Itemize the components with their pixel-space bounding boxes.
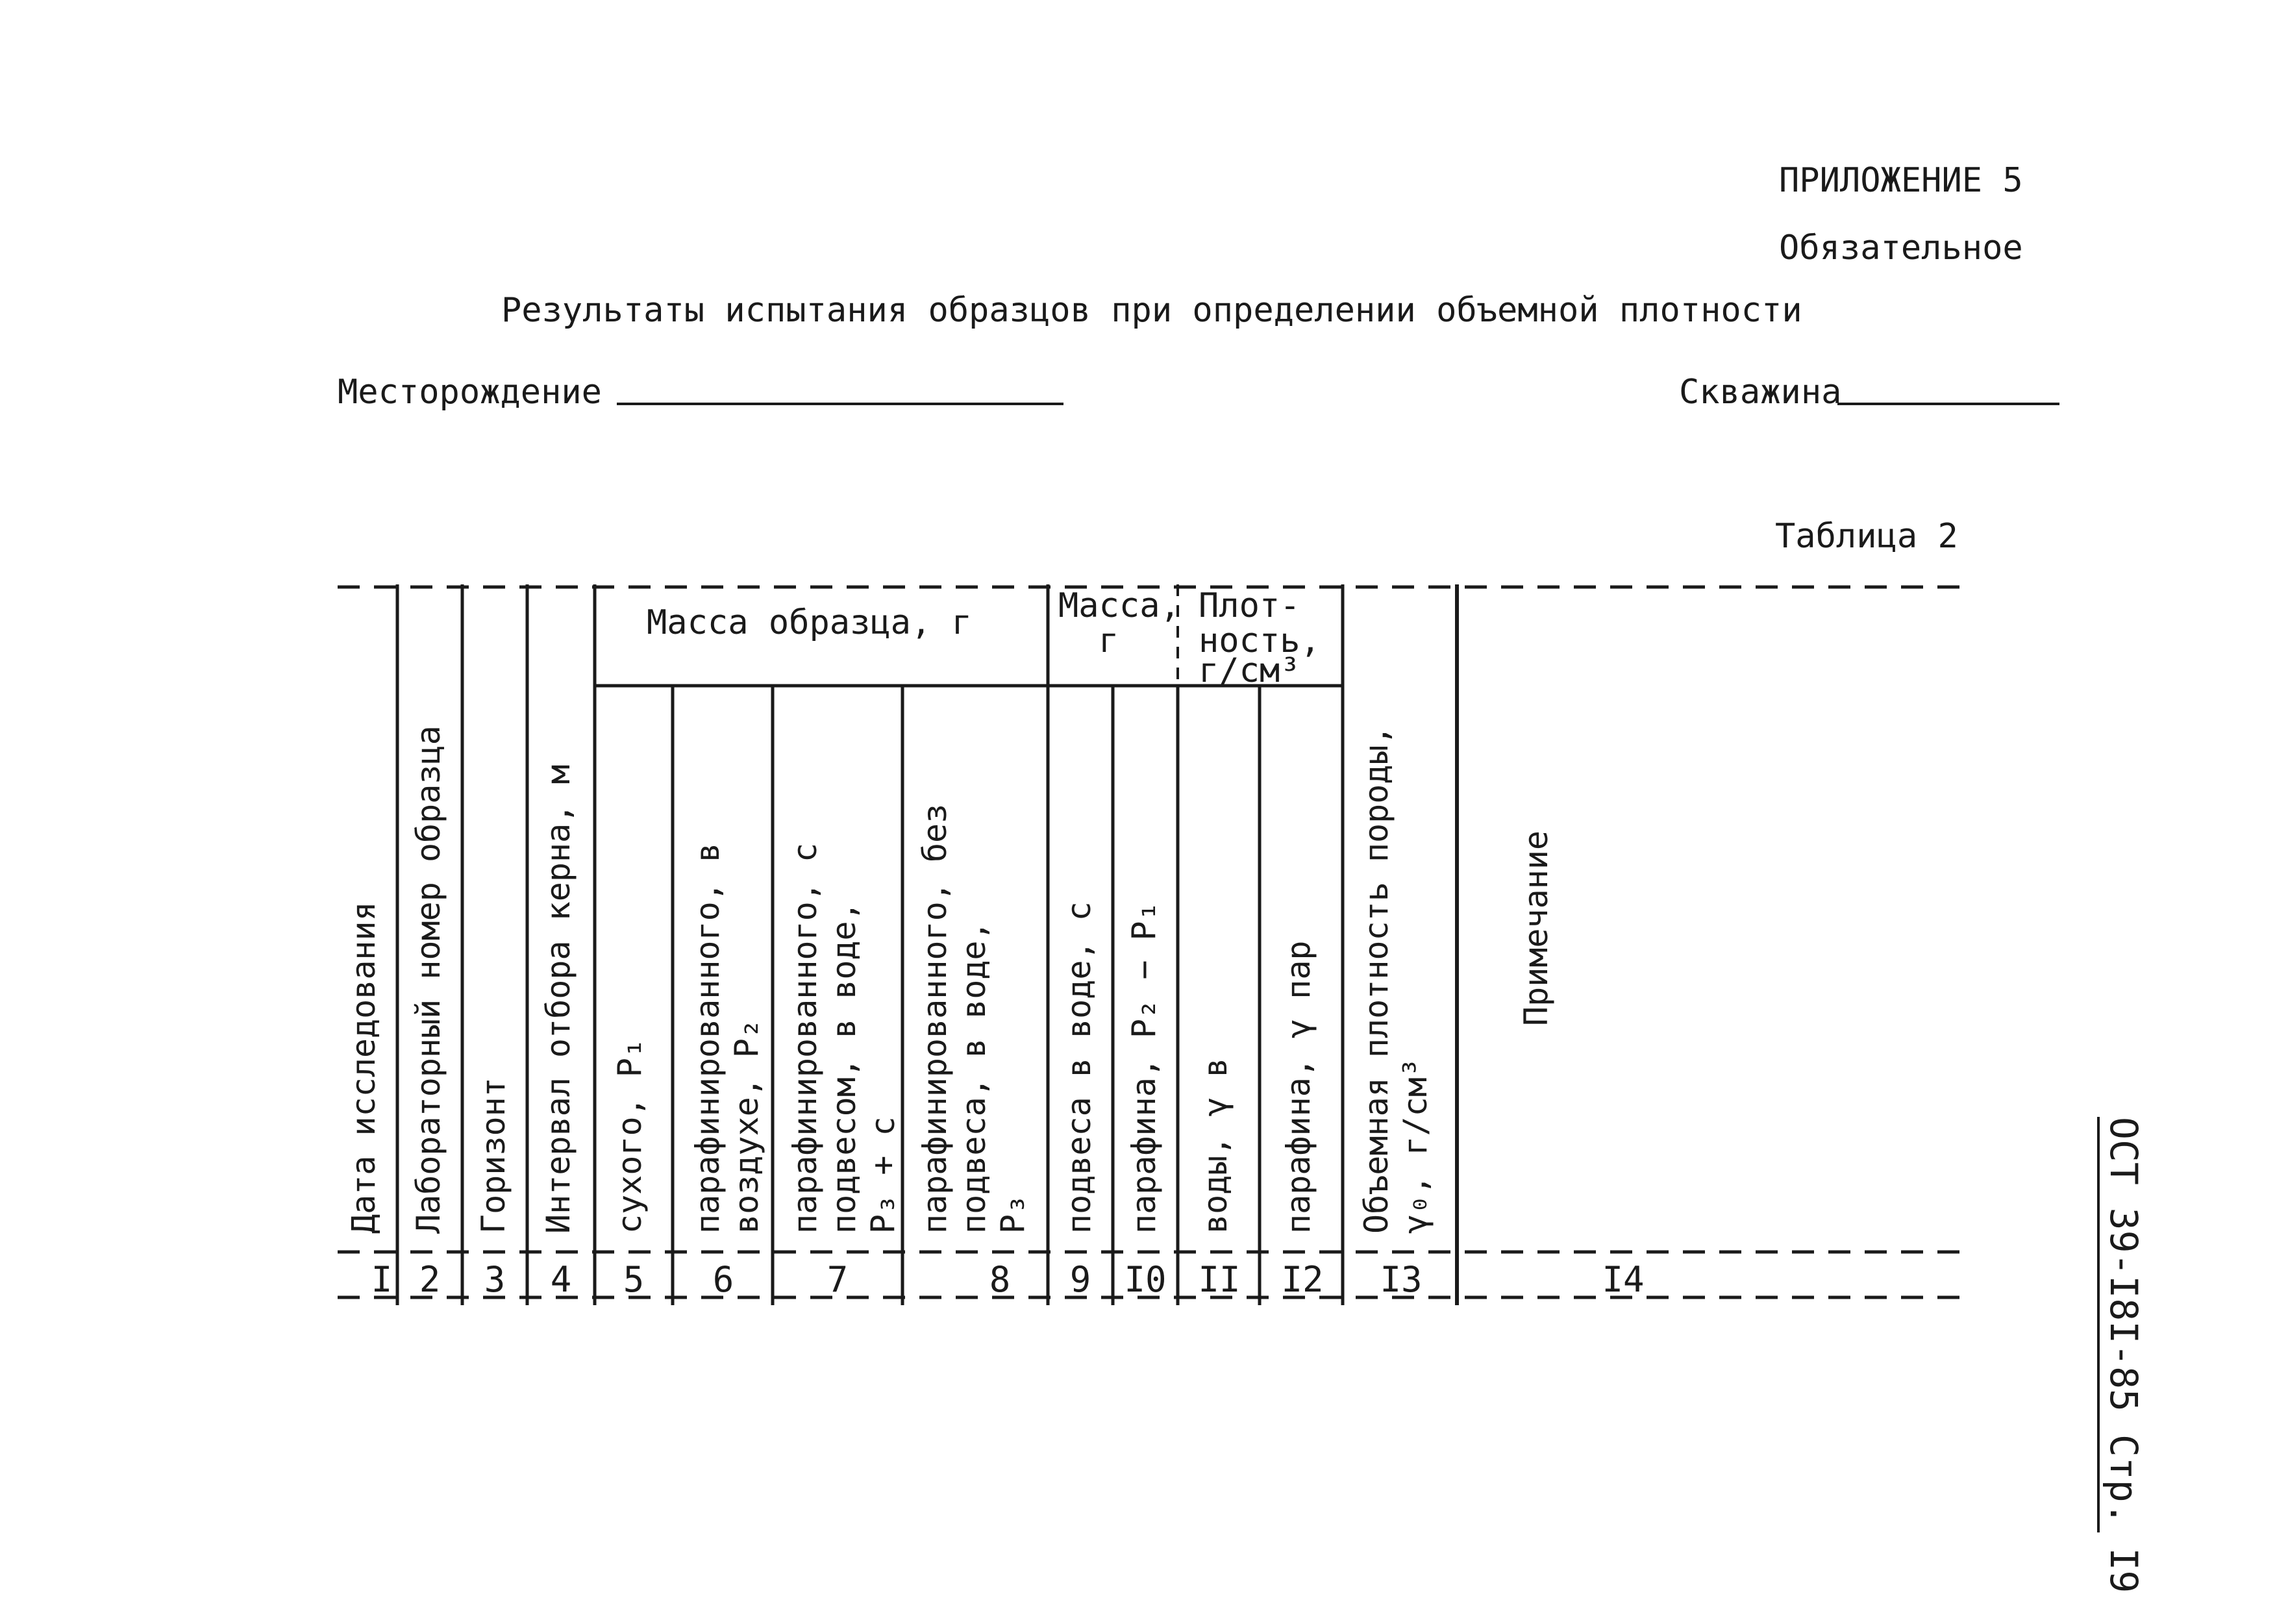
standard-page-stamp: ОСТ 39-I8I-85 Стр. I9	[2102, 1117, 2146, 1593]
col-11-header: воды, γ в	[1197, 1058, 1234, 1234]
col-6-number: 6	[712, 1259, 734, 1300]
col-8-number: 8	[989, 1259, 1011, 1300]
deposit-label: Месторождение	[338, 373, 602, 412]
status-label: Обязательное	[1779, 229, 2023, 268]
group-density-line1: Плот-	[1199, 586, 1300, 625]
col-2-number: 2	[419, 1259, 441, 1300]
col-6-header: парафинированного, в воздухе, P₂	[689, 842, 765, 1234]
col-14-number: I4	[1602, 1259, 1645, 1300]
well-label: Скважина	[1679, 373, 1842, 412]
col-14-header: Примечание	[1517, 830, 1555, 1026]
col-13-number: I3	[1380, 1259, 1423, 1300]
col-3-header: Горизонт	[475, 1077, 512, 1234]
col-10-number: I0	[1124, 1259, 1167, 1300]
col-2-header: Лабораторный номер образца	[410, 725, 447, 1234]
col-10-header: парафина, P₂ − P₁	[1125, 901, 1163, 1234]
col-9-number: 9	[1069, 1259, 1091, 1300]
col-7-header: парафинированного, с подвесом, в воде, P₃ + с	[786, 842, 902, 1234]
col-3-number: 3	[484, 1259, 506, 1300]
col-5-header: сухого, P₁	[611, 1038, 649, 1234]
appendix-label: ПРИЛОЖЕНИЕ 5	[1779, 161, 2023, 200]
col-9-header: подвеса в воде, с	[1060, 901, 1098, 1234]
col-12-number: I2	[1281, 1259, 1324, 1300]
document-title: Результаты испытания образцов при определении объемной плотности	[501, 291, 1802, 330]
group-mass2-line1: Масса,	[1058, 586, 1180, 625]
col-4-header: Интервал отбора керна, м	[540, 764, 577, 1234]
col-13-header: Объемная плотность породы, γ₀, г/см³	[1358, 725, 1434, 1234]
group-density-line2: ность,	[1199, 621, 1321, 660]
col-8-header: парафинированного, без подвеса, в воде, P₃	[916, 803, 1032, 1234]
group-mass2-line2: г	[1099, 621, 1119, 660]
col-4-number: 4	[550, 1259, 572, 1300]
col-5-number: 5	[623, 1259, 645, 1300]
col-1-number: I	[371, 1259, 393, 1300]
table-caption: Таблица 2	[1775, 517, 1958, 556]
col-1-header: Дата исследования	[345, 901, 382, 1234]
col-11-number: II	[1198, 1259, 1241, 1300]
group-mass-header: Масса образца, г	[647, 603, 972, 642]
group-density-line3: г/см³	[1199, 651, 1300, 690]
col-12-header: парафина, γ пар	[1280, 940, 1317, 1234]
col-7-number: 7	[827, 1259, 849, 1300]
